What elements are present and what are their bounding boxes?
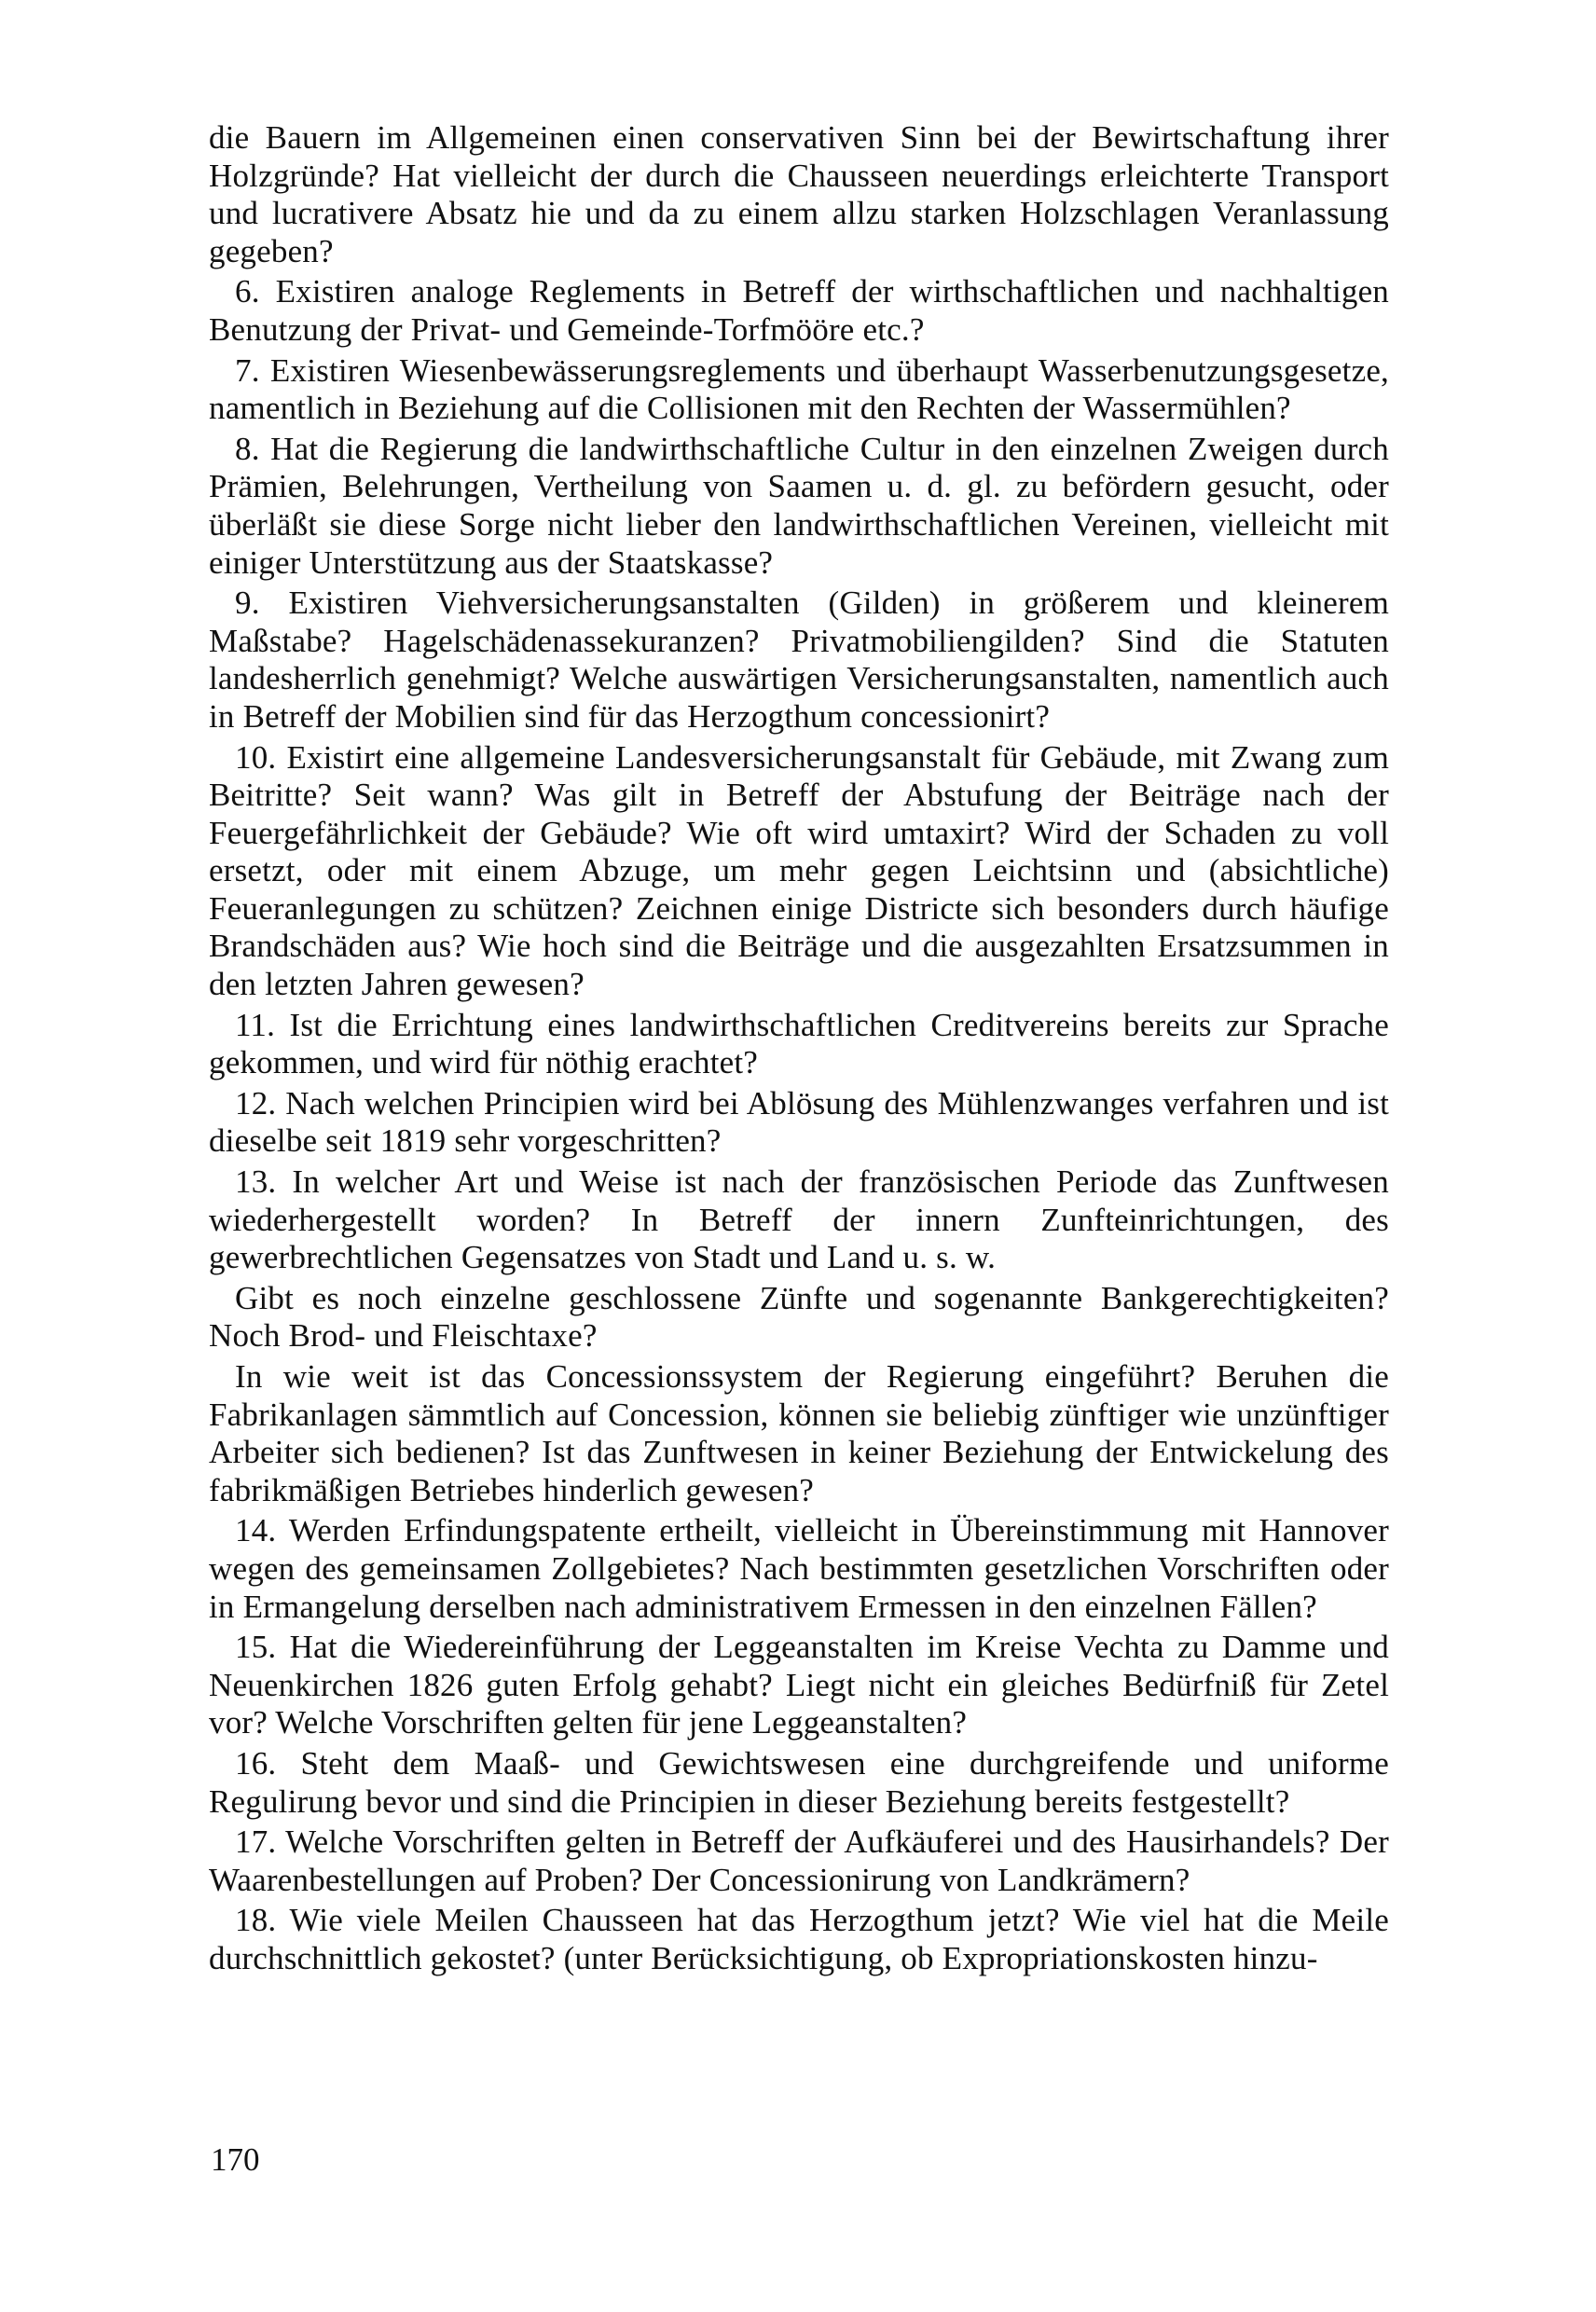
paragraph-question-16: 16. Steht dem Maaß- und Gewichtswesen eine durchgreifende und uniforme Regulirung bevor und sind die Principien in dieser Beziehung bereits festgestellt? [209, 1744, 1389, 1820]
paragraph-question-6: 6. Existiren analoge Reglements in Betreff der wirthschaftlichen und nachhaltigen Benutzung der Privat- und Gemeinde-Torfmööre etc.? [209, 273, 1389, 348]
paragraph-question-18: 18. Wie viele Meilen Chausseen hat das Herzogthum jetzt? Wie viel hat die Meile durchschnittlich gekostet? (unter Berücksichtigung, ob Expropriationskosten hinzu- [209, 1902, 1389, 1976]
paragraph-question-9: 9. Existiren Viehversicherungsanstalten (Gilden) in größerem und kleinerem Maßstabe? Hagelschädenassekuranzen? Privatmobiliengilden? Sind die Statuten landesherrlich genehmigt? Welche auswärtigen Versicherungsanstalten, namentlich auch in Betreff der Mobilien sind für das Herzogthum concessionirt? [209, 585, 1389, 735]
page-number: 170 [211, 2141, 260, 2178]
paragraph-question-7: 7. Existiren Wiesenbewässerungsreglements und überhaupt Wasserbenutzungsgesetze, namentlich in Beziehung auf die Collisionen mit den Rechten der Wassermühlen? [209, 351, 1389, 427]
paragraph-question-17: 17. Welche Vorschriften gelten in Betreff der Aufkäuferei und des Hausirhandels? Der Waarenbestellungen auf Proben? Der Concessionirung von Landkrämern? [209, 1823, 1389, 1898]
paragraph-question-11: 11. Ist die Errichtung eines landwirthschaftlichen Creditvereins bereits zur Sprache gekommen, und wird für nöthig erachtet? [209, 1006, 1389, 1081]
paragraph-continuation: die Bauern im Allgemeinen einen conservativen Sinn bei der Bewirtschaftung ihrer Holzgründe? Hat vielleicht der durch die Chausseen neuerdings erleichterte Transport und lucrativere Absatz hie und da zu einem allzu starken Holzschlagen Veranlassung gegeben? [209, 119, 1389, 269]
paragraph-question-13: 13. In welcher Art und Weise ist nach der französischen Periode das Zunftwesen wiederhergestellt worden? In Betreff der innern Zunfteinrichtungen, des gewerbrechtlichen Gegensatzes von Stadt und Land u. s. w. [209, 1163, 1389, 1276]
paragraph-question-13-zuenfte: Gibt es noch einzelne geschlossene Zünfte und sogenannte Bankgerechtigkeiten? Noch Brod- und Fleischtaxe? [209, 1279, 1389, 1355]
paragraph-question-13-concession: In wie weit ist das Concessionssystem der Regierung eingeführt? Beruhen die Fabrikanlagen sämmtlich auf Concession, können sie beliebig zünftiger wie unzünftiger Arbeiter sich bedienen? Ist das Zunftwesen in keiner Beziehung der Entwickelung des fabrikmäßigen Betriebes hinderlich gewesen? [209, 1358, 1389, 1508]
paragraph-question-14: 14. Werden Erfindungspatente ertheilt, vielleicht in Übereinstimmung mit Hannover wegen des gemeinsamen Zollgebietes? Nach bestimmten gesetzlichen Vorschriften oder in Ermangelung derselben nach administrativem Ermessen in den einzelnen Fällen? [209, 1512, 1389, 1625]
paragraph-question-12: 12. Nach welchen Principien wird bei Ablösung des Mühlenzwanges verfahren und ist dieselbe seit 1819 sehr vorgeschritten? [209, 1084, 1389, 1160]
paragraph-question-8: 8. Hat die Regierung die landwirthschaftliche Cultur in den einzelnen Zweigen durch Prämien, Belehrungen, Vertheilung von Saamen u. d. gl. zu befördern gesucht, oder überläßt sie diese Sorge nicht lieber den landwirthschaftlichen Vereinen, vielleicht mit einiger Unterstützung aus der Staatskasse? [209, 430, 1389, 581]
paragraph-question-15: 15. Hat die Wiedereinführung der Leggeanstalten im Kreise Vechta zu Damme und Neuenkirchen 1826 guten Erfolg gehabt? Liegt nicht ein gleiches Bedürfniß für Zetel vor? Welche Vorschriften gelten für jene Leggeanstalten? [209, 1629, 1389, 1741]
paragraph-question-10: 10. Existirt eine allgemeine Landesversicherungsanstalt für Gebäude, mit Zwang zum Beitritte? Seit wann? Was gilt in Betreff der Abstufung der Beiträge nach der Feuergefährlichkeit der Gebäude? Wie oft wird umtaxirt? Wird der Schaden zu voll ersetzt, oder mit einem Abzuge, um mehr gegen Leichtsinn und (absichtliche) Feueranlegungen zu schützen? Zeichnen einige Districte sich besonders durch häufige Brandschäden aus? Wie hoch sind die Beiträge und die ausgezahlten Ersatzsummen in den letzten Jahren gewesen? [209, 738, 1389, 1003]
document-page [209, 119, 1389, 1981]
